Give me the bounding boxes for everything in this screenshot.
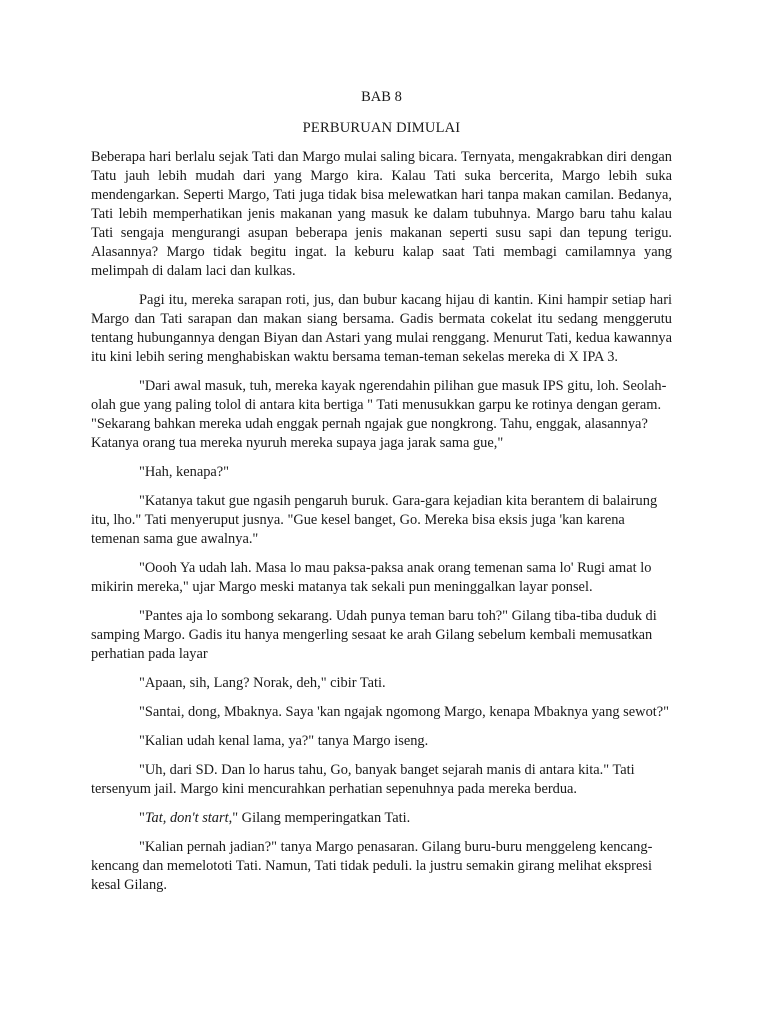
paragraph-7: "Pantes aja lo sombong sekarang. Udah punya teman baru toh?" Gilang tiba-tiba duduk di samping Margo. Gadis itu hanya mengerling sesaat ke arah Gilang sebelum kembali memusatkan perhatian pada layar — [91, 608, 657, 662]
paragraph-13: "Kalian pernah jadian?" tanya Margo penasaran. Gilang buru-buru menggeleng kencang-kencang dan memelototi Tati. Namun, Tati tidak peduli. la justru semakin girang melihat ekspresi kesal Gilang. — [91, 839, 653, 893]
paragraph-10: "Kalian udah kenal lama, ya?" tanya Margo iseng. — [139, 733, 429, 749]
chapter-heading: BAB 8 — [361, 89, 402, 105]
paragraph-12 — [91, 809, 672, 828]
paragraph-4: "Hah, kenapa?" — [139, 464, 230, 480]
paragraph-9: "Santai, dong, Mbaknya. Saya 'kan ngajak ngomong Margo, kenapa Mbaknya yang sewot?" — [139, 704, 670, 720]
paragraph-11: "Uh, dari SD. Dan lo harus tahu, Go, banyak banget sejarah manis di antara kita." Tati tersenyum jail. Margo kini mencurahkan perhatian sepenuhnya pada mereka berdua. — [91, 762, 635, 797]
paragraph-8: "Apaan, sih, Lang? Norak, deh," cibir Tati. — [139, 675, 386, 691]
paragraph-1: Beberapa hari berlalu sejak Tati dan Margo mulai saling bicara. Ternyata, mengakrabkan diri dengan Tatu jauh lebih mudah dari yang Margo kira. Kalau Tati suka bercerita, Margo lebih suka mendengarkan. Seperti Margo, Tati juga tidak bisa melewatkan hari tanpa makan camilan. Bedanya, Tati lebih memperhatikan jenis makanan yang masuk ke dalam tubuhnya. Margo baru tahu kalau Tati sengaja mengurangi asupan beberapa jenis makanan seperti susu sapi dan tepung terigu. Alasannya? Margo tidak begitu ingat. la keburu kalap saat Tati membagi camilamnya yang melimpah di dalam laci dan kulkas. — [91, 149, 672, 279]
chapter-title: PERBURUAN DIMULAI — [302, 120, 461, 136]
quote-open: " — [139, 810, 145, 826]
paragraph-6: "Oooh Ya udah lah. Masa lo mau paksa-paksa anak orang temenan sama lo' Rugi amat lo mikirin mereka," ujar Margo meski matanya tak sekali pun meninggalkan layar ponsel. — [91, 560, 652, 595]
italic-phrase: Tat, don't start — [144, 810, 229, 826]
paragraph-3: "Dari awal masuk, tuh, mereka kayak ngerendahin pilihan gue masuk IPS gitu, loh. Seolah-olah gue yang paling tolol di antara kita bertiga " Tati menusukkan garpu ke rotinya dengan geram. "Sekarang bahkan mereka udah enggak pernah ngajak gue nongkrong. Tahu, enggak, alasannya? Katanya orang tua mereka nyuruh mereka supaya jaga jarak sama gue," — [91, 378, 667, 451]
paragraph-12-rest: ," Gilang memperingatkan Tati. — [228, 810, 411, 826]
paragraph-5: "Katanya takut gue ngasih pengaruh buruk. Gara-gara kejadian kita berantem di balairung itu, lho." Tati menyeruput jusnya. "Gue kesel banget, Go. Mereka bisa eksis juga 'kan karena temenan sama gue awalnya." — [91, 493, 658, 547]
paragraph-2: Pagi itu, mereka sarapan roti, jus, dan bubur kacang hijau di kantin. Kini hampir setiap hari Margo dan Tati sarapan dan makan siang bersama. Gadis bermata cokelat itu sedang menggerutu tentang hubungannya dengan Biyan dan Astari yang mulai renggang. Menurut Tati, kedua kawannya itu kini lebih sering menghabiskan waktu bersama teman-teman sekelas mereka di X IPA 3. — [91, 292, 672, 365]
